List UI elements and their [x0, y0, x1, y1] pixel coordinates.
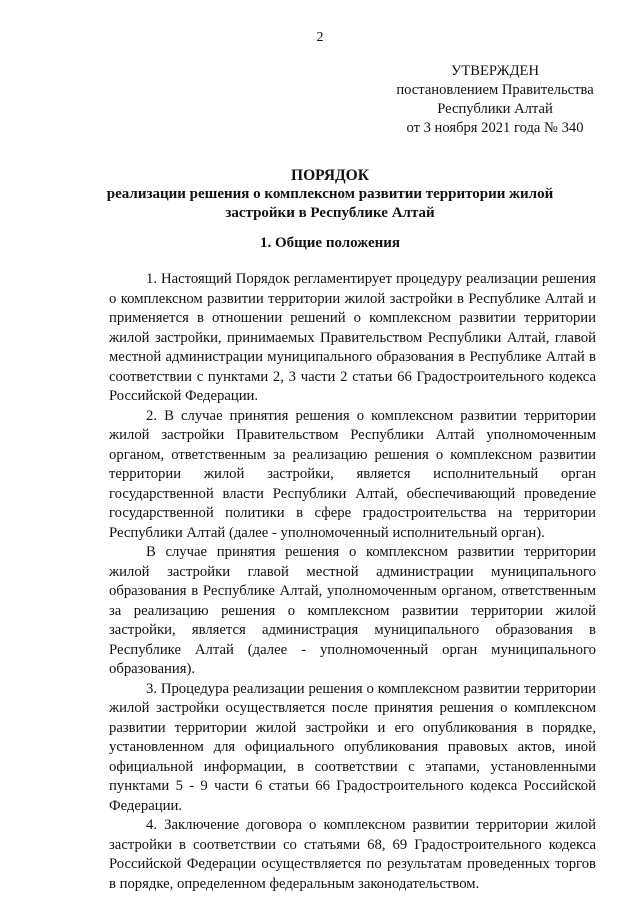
paragraph-1: 1. Настоящий Порядок регламентирует процедуру реализации решения о комплексном развитии территории жилой застройки в Республике Алтай и применяется в отношении решений о комплексном развитии территории жилой застройки, принимаемых Правительством Республики Алтай, главой местной администрации муниципального образования в Республике Алтай в соответствии с пунктами 2, 3 части 2 статьи 66 Градостроительного кодекса Российской Федерации.: [109, 271, 596, 404]
approval-line-republic: Республики Алтай: [437, 101, 553, 117]
approval-line-date: от 3 ноября 2021 года № 340: [406, 120, 584, 136]
paragraph-3: 3. Процедура реализации решения о комплексном развитии территории жилой застройки осуществляется после принятия решения о комплексном развитии территории жилой застройки и его опубликования в порядке, установленном для официального опубликования правовых актов, иной официальной информации, в соответствии с этапами, установленными пунктами 5 - 9 части 6 статьи 66 Градостроительного кодекса Российской Федерации.: [109, 680, 596, 814]
approval-line-approved: УТВЕРЖДЕН: [451, 63, 539, 79]
approval-line-resolution: постановлением Правительства: [396, 82, 594, 98]
paragraph-2-continued: В случае принятия решения о комплексном развитии территории жилой застройки главой местной администрации муниципального образования в Республике Алтай, уполномоченным органом, ответственным за реализацию решения о комплексном развитии территории жилой застройки, является администрация муниципального образования в Республике Алтай (далее - уполномоченный орган муниципального образования).: [109, 544, 596, 677]
document-body: [109, 270, 596, 894]
page-number: 2: [316, 30, 324, 45]
paragraph-4: 4. Заключение договора о комплексном развитии территории жилой застройки в соответствии со статьями 68, 69 Градостроительного кодекса Российской Федерации осуществляется по результатам проведенных торгов в порядке, определенном федеральным законодательством.: [109, 817, 596, 892]
document-subtitle-line-2: застройки в Республике Алтай: [225, 205, 435, 221]
paragraph-2: 2. В случае принятия решения о комплексном развитии территории жилой застройки Правительством Республики Алтай уполномоченным органом, ответственным за реализацию решения о комплексном развитии территории жилой застройки, является исполнительный орган государственной власти Республики Алтай, обеспечивающий проведение государственной политики в сфере градостроительства на территории Республики Алтай (далее - уполномоченный исполнительный орган).: [109, 407, 596, 541]
document-subtitle-line-1: реализации решения о комплексном развитии территории жилой: [106, 186, 554, 202]
document-heading: [100, 166, 560, 223]
approval-stamp: [370, 62, 620, 138]
section-title: 1. Общие положения: [259, 235, 401, 251]
document-title: ПОРЯДОК: [291, 167, 369, 184]
